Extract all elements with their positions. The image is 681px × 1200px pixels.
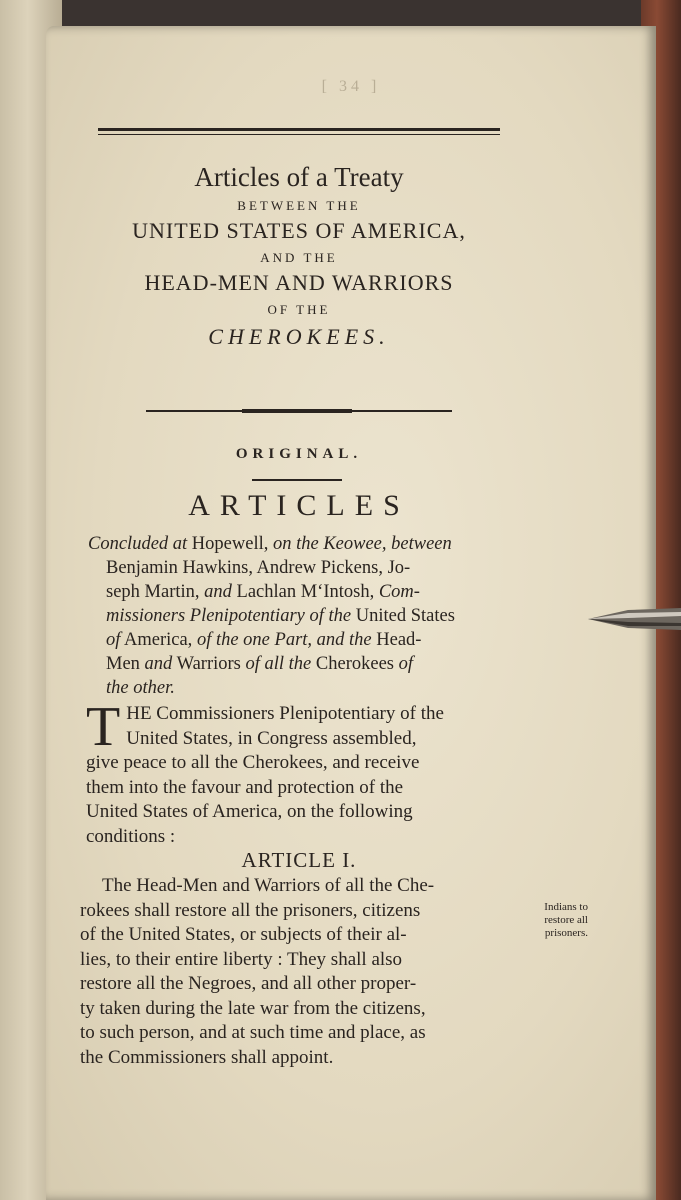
title-line-1: Articles of a Treaty (194, 162, 404, 192)
title-line-5: HEAD-MEN AND WARRIORS (144, 270, 454, 295)
page-weight-icon (588, 604, 681, 634)
title-line-6: OF THE (267, 302, 331, 317)
book-page (46, 26, 656, 1200)
short-rule (252, 479, 342, 481)
title-line-4: AND THE (260, 250, 338, 265)
title-line-3: UNITED STATES OF AMERICA, (132, 218, 466, 243)
article-heading: ARTICLE I. (241, 848, 357, 872)
header-double-rule (98, 128, 500, 135)
preamble: Concluded at Hopewell, on the Keowee, between Benjamin Hawkins, Andrew Pickens, Jo- seph Martin, and Lachlan M‘Intosh, Com- missioners Plenipotentiary of the United States of America, of the one Part, and the Head- Men and Warriors of all the Cherokees of the other. (88, 534, 455, 698)
article-1-body: The Head-Men and Warriors of all the Che- rokees shall restore all the prisoners, citizens of the United States, or subjects of their al- lies, to their entire liberty : They shall also restore all the Negroes, and all other proper- ty taken during the late war from the citizens, to such person, and at such time and place, as the Commissioners shall appoint. (80, 875, 435, 1068)
section-label: ORIGINAL. (235, 446, 363, 462)
title-line-7: CHEROKEES. (208, 324, 390, 349)
page-number: [ 34 ] (321, 78, 381, 95)
margin-note: Indians to restore all prisoners. (544, 901, 588, 939)
ornamental-rule (146, 410, 452, 412)
treaty-title (98, 160, 500, 352)
intro-paragraph: T HE Commissioners Plenipotentiary of the United States, in Congress assembled, give peace to all the Cherokees, and receive them into the favour and protection of the United States of America, on the following conditions : (86, 696, 444, 847)
drop-cap: T (86, 696, 121, 758)
title-line-2: BETWEEN THE (237, 198, 361, 213)
articles-heading: ARTICLES (188, 489, 410, 522)
